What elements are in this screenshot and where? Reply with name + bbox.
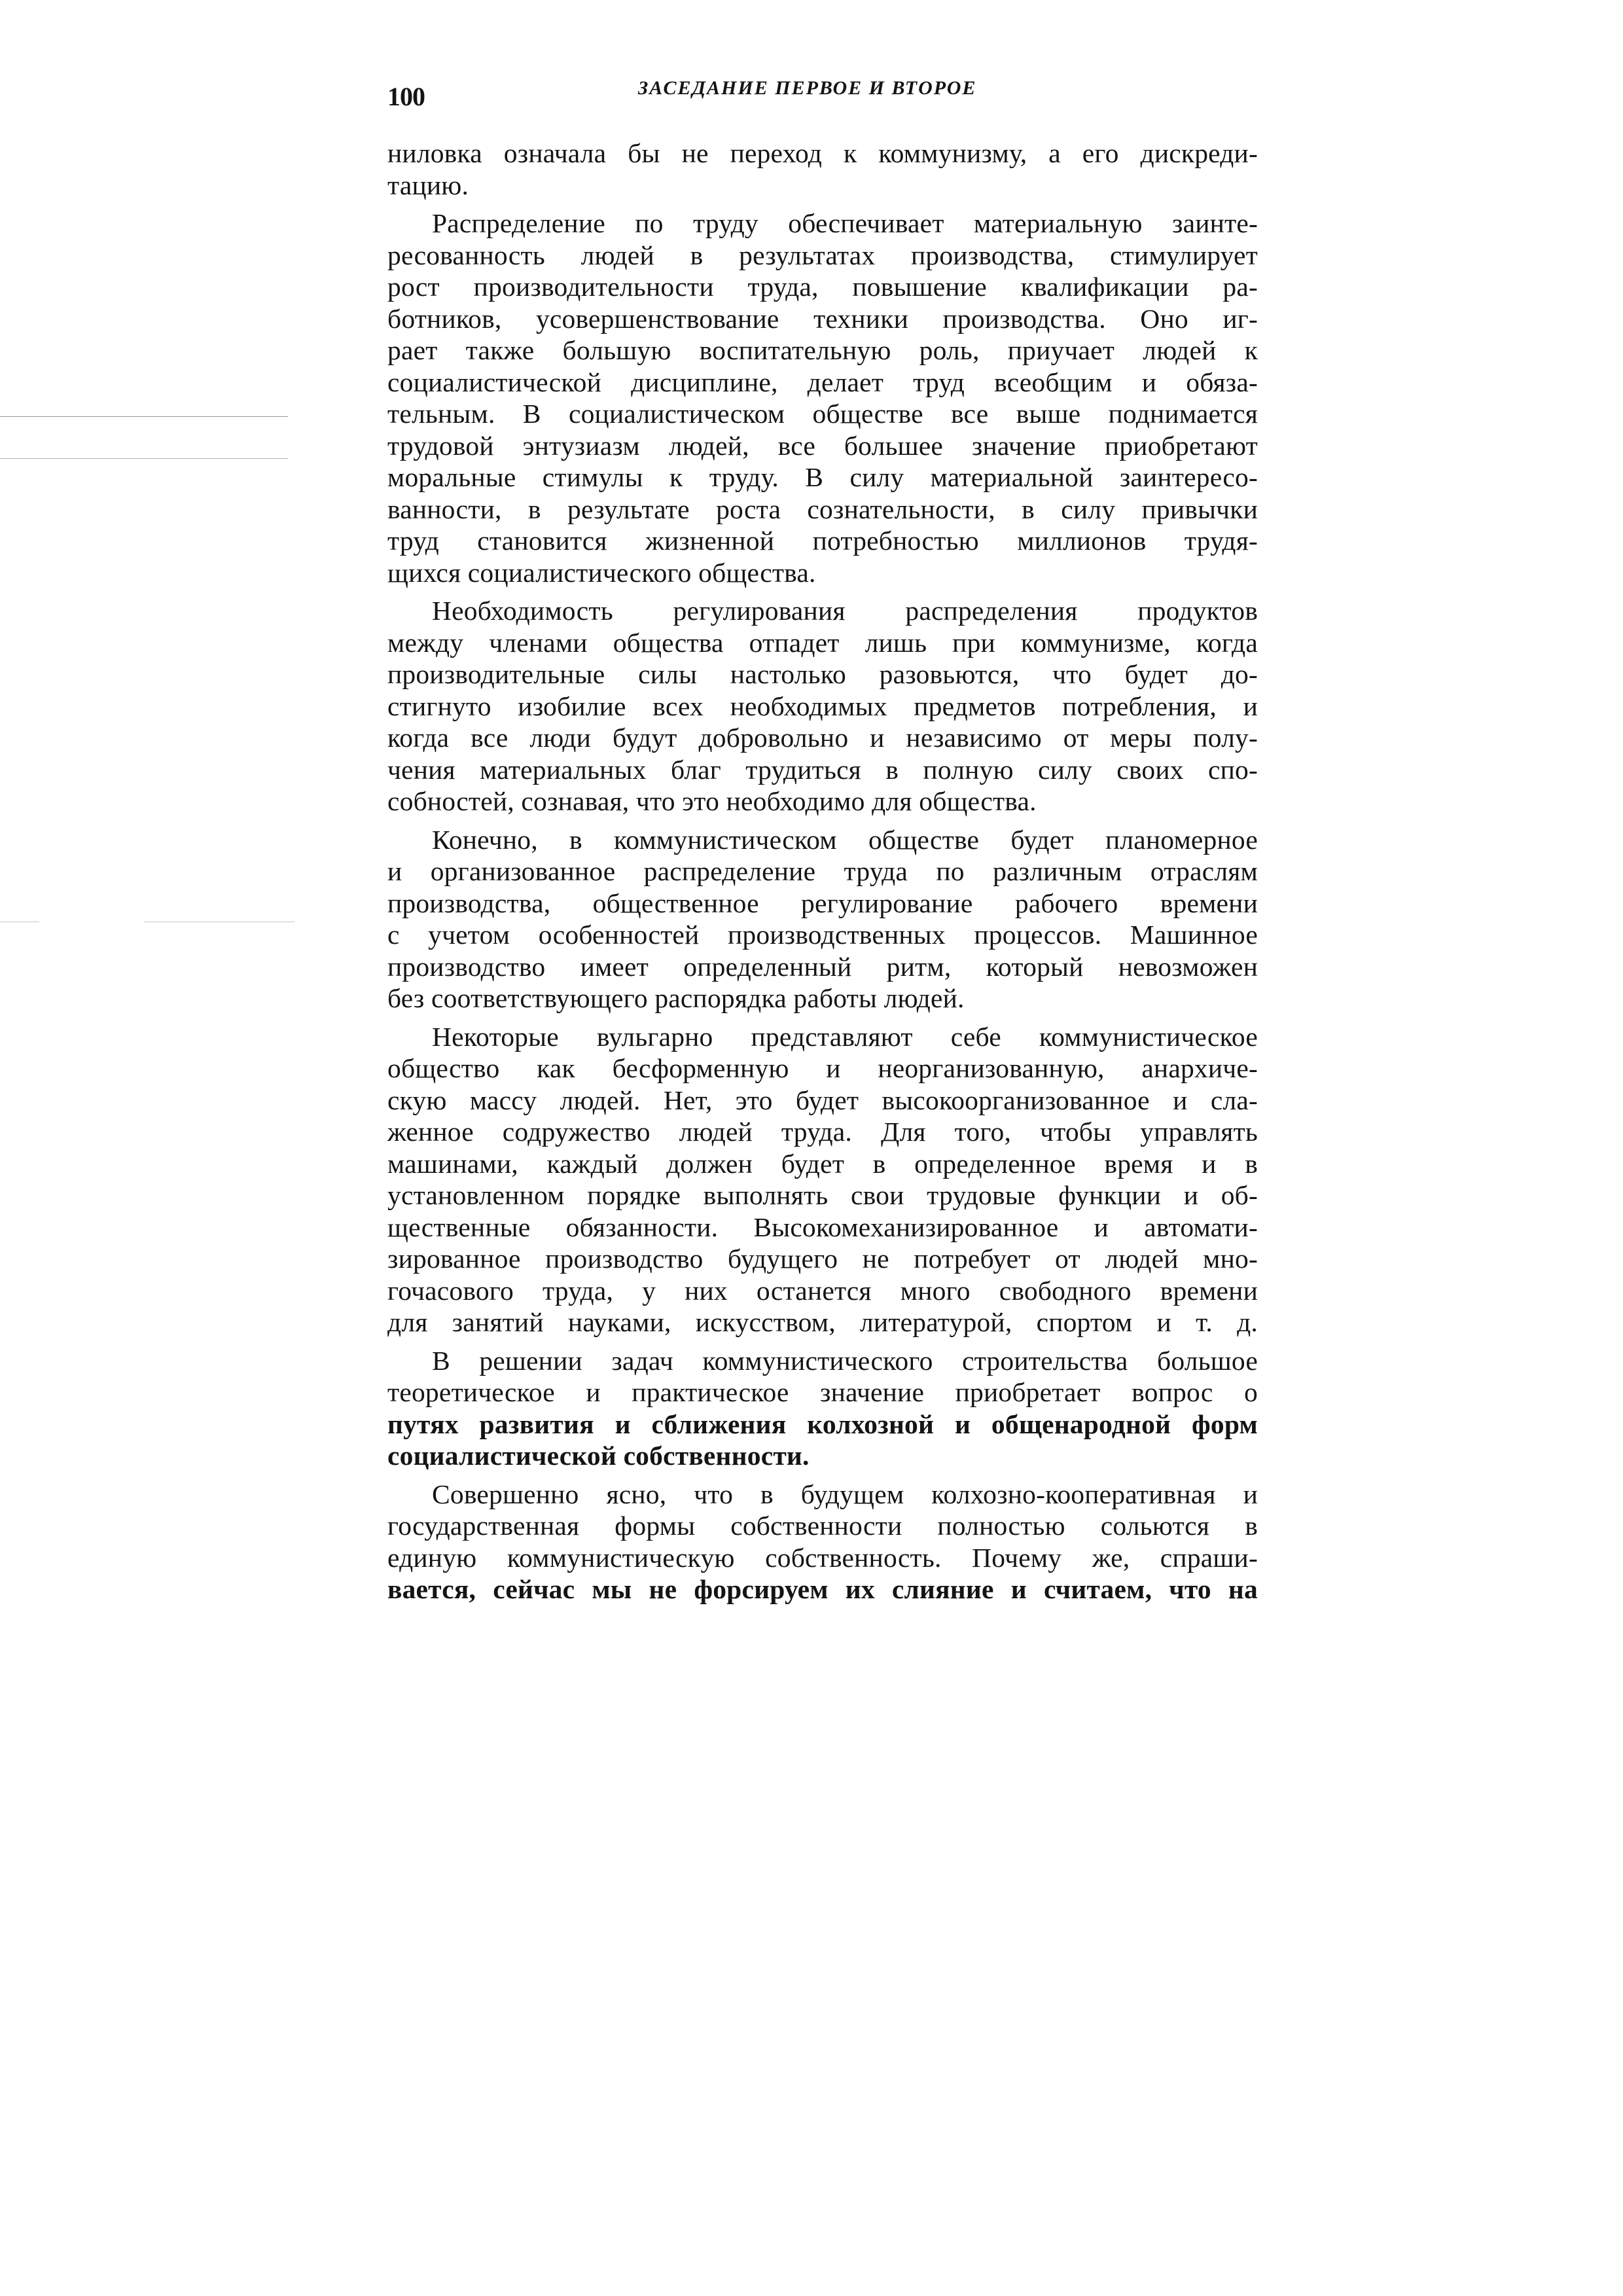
text-line: производство имеет определенный ритм, который невозможен xyxy=(387,951,1258,982)
text-line: ресованность людей в результатах производства, стимулирует xyxy=(387,240,1258,270)
text-line: ванности, в результате роста сознательности, в силу привычки xyxy=(387,493,1258,524)
text-line: зированное производство будущего не потребует от людей мно- xyxy=(387,1244,1258,1274)
text-line: Распределение по труду обеспечивает материальную заинте- xyxy=(432,208,1258,238)
text-line: трудовой энтузиазм людей, все большее значение приобретают xyxy=(387,430,1258,461)
text-line: социалистической дисциплине, делает труд всеобщим и обяза- xyxy=(387,367,1258,397)
text-line: женное содружество людей труда. Для того, чтобы управлять xyxy=(387,1117,1258,1147)
text-line: единую коммунистическую собственность. Почему же, спраши- xyxy=(387,1542,1258,1573)
text-line: моральные стимулы к труду. В силу материальной заинтересо- xyxy=(387,462,1258,492)
text-line: производства, общественное регулирование рабочего времени xyxy=(387,888,1258,918)
margin-scan-mark xyxy=(0,416,288,417)
text-line: установленном порядке выполнять свои трудовые функции и об- xyxy=(387,1180,1258,1210)
text-line: щественные обязанности. Высокомеханизированное и автомати- xyxy=(387,1211,1258,1242)
text-line: стигнуто изобилие всех необходимых предметов потребления, и xyxy=(387,691,1258,721)
running-head: ЗАСЕДАНИЕ ПЕРВОЕ И ВТОРОЕ xyxy=(638,77,977,99)
text-line: вается, сейчас мы не форсируем их слияние и считаем, что на xyxy=(387,1574,1258,1604)
text-line: производительные силы настолько разовьются, что будет до- xyxy=(387,659,1258,689)
margin-scan-mark xyxy=(0,458,288,459)
text-line: без соответствующего распорядка работы людей. xyxy=(387,983,965,1013)
text-line: Конечно, в коммунистическом обществе будет планомерное xyxy=(432,824,1258,855)
text-line: Совершенно ясно, что в будущем колхозно-кооперативная и xyxy=(432,1479,1258,1509)
text-line: щихся социалистического общества. xyxy=(387,557,816,588)
text-line: тацию. xyxy=(387,170,469,200)
text-line: рост производительности труда, повышение квалификации ра- xyxy=(387,272,1258,302)
text-line: тельным. В социалистическом обществе все выше поднимается xyxy=(387,399,1258,429)
bold-text-line: путях развития и сближения колхозной и общенародной форм xyxy=(387,1408,1258,1439)
text-line: государственная формы собственности полностью сольются в xyxy=(387,1511,1258,1541)
text-line: с учетом особенностей производственных процессов. Машинное xyxy=(387,920,1258,950)
text-line: общество как бесформенную и неорганизованную, анархиче- xyxy=(387,1053,1258,1083)
text-line: Некоторые вульгарно представляют себе коммунистическое xyxy=(432,1021,1258,1052)
text-line: чения материальных благ трудиться в полную силу своих спо- xyxy=(387,754,1258,785)
text-line: труд становится жизненной потребностью миллионов трудя- xyxy=(387,526,1258,556)
text-line: рает также большую воспитательную роль, приучает людей к xyxy=(387,335,1258,365)
text-line: между членами общества отпадет лишь при коммунизме, когда xyxy=(387,627,1258,658)
text-line: когда все люди будут добровольно и независимо от меры полу- xyxy=(387,723,1258,753)
text-line: и организованное распределение труда по различным отраслям xyxy=(387,856,1258,886)
text-line: В решении задач коммунистического строительства большое xyxy=(432,1345,1258,1376)
text-line: Необходимость регулирования распределения продуктов xyxy=(432,596,1258,626)
text-line: теоретическое и практическое значение приобретает вопрос о xyxy=(387,1377,1258,1407)
text-line: скую массу людей. Нет, это будет высокоорганизованное и сла- xyxy=(387,1085,1258,1115)
text-line: ниловка означала бы не переход к коммунизму, а его дискреди- xyxy=(387,138,1258,168)
text-line: для занятий науками, искусством, литературой, спортом и т. д. xyxy=(387,1307,1258,1337)
text-line: гочасового труда, у них останется много свободного времени xyxy=(387,1275,1258,1306)
text-line: машинами, каждый должен будет в определенное время и в xyxy=(387,1148,1258,1179)
body-text xyxy=(387,137,1258,1605)
text-line: ботников, усовершенствование техники производства. Оно иг- xyxy=(387,303,1258,334)
text-line: собностей, сознавая, что это необходимо для общества. xyxy=(387,786,1037,816)
bold-text-line: социалистической собственности. xyxy=(387,1441,810,1471)
page-number: 100 xyxy=(387,82,425,111)
